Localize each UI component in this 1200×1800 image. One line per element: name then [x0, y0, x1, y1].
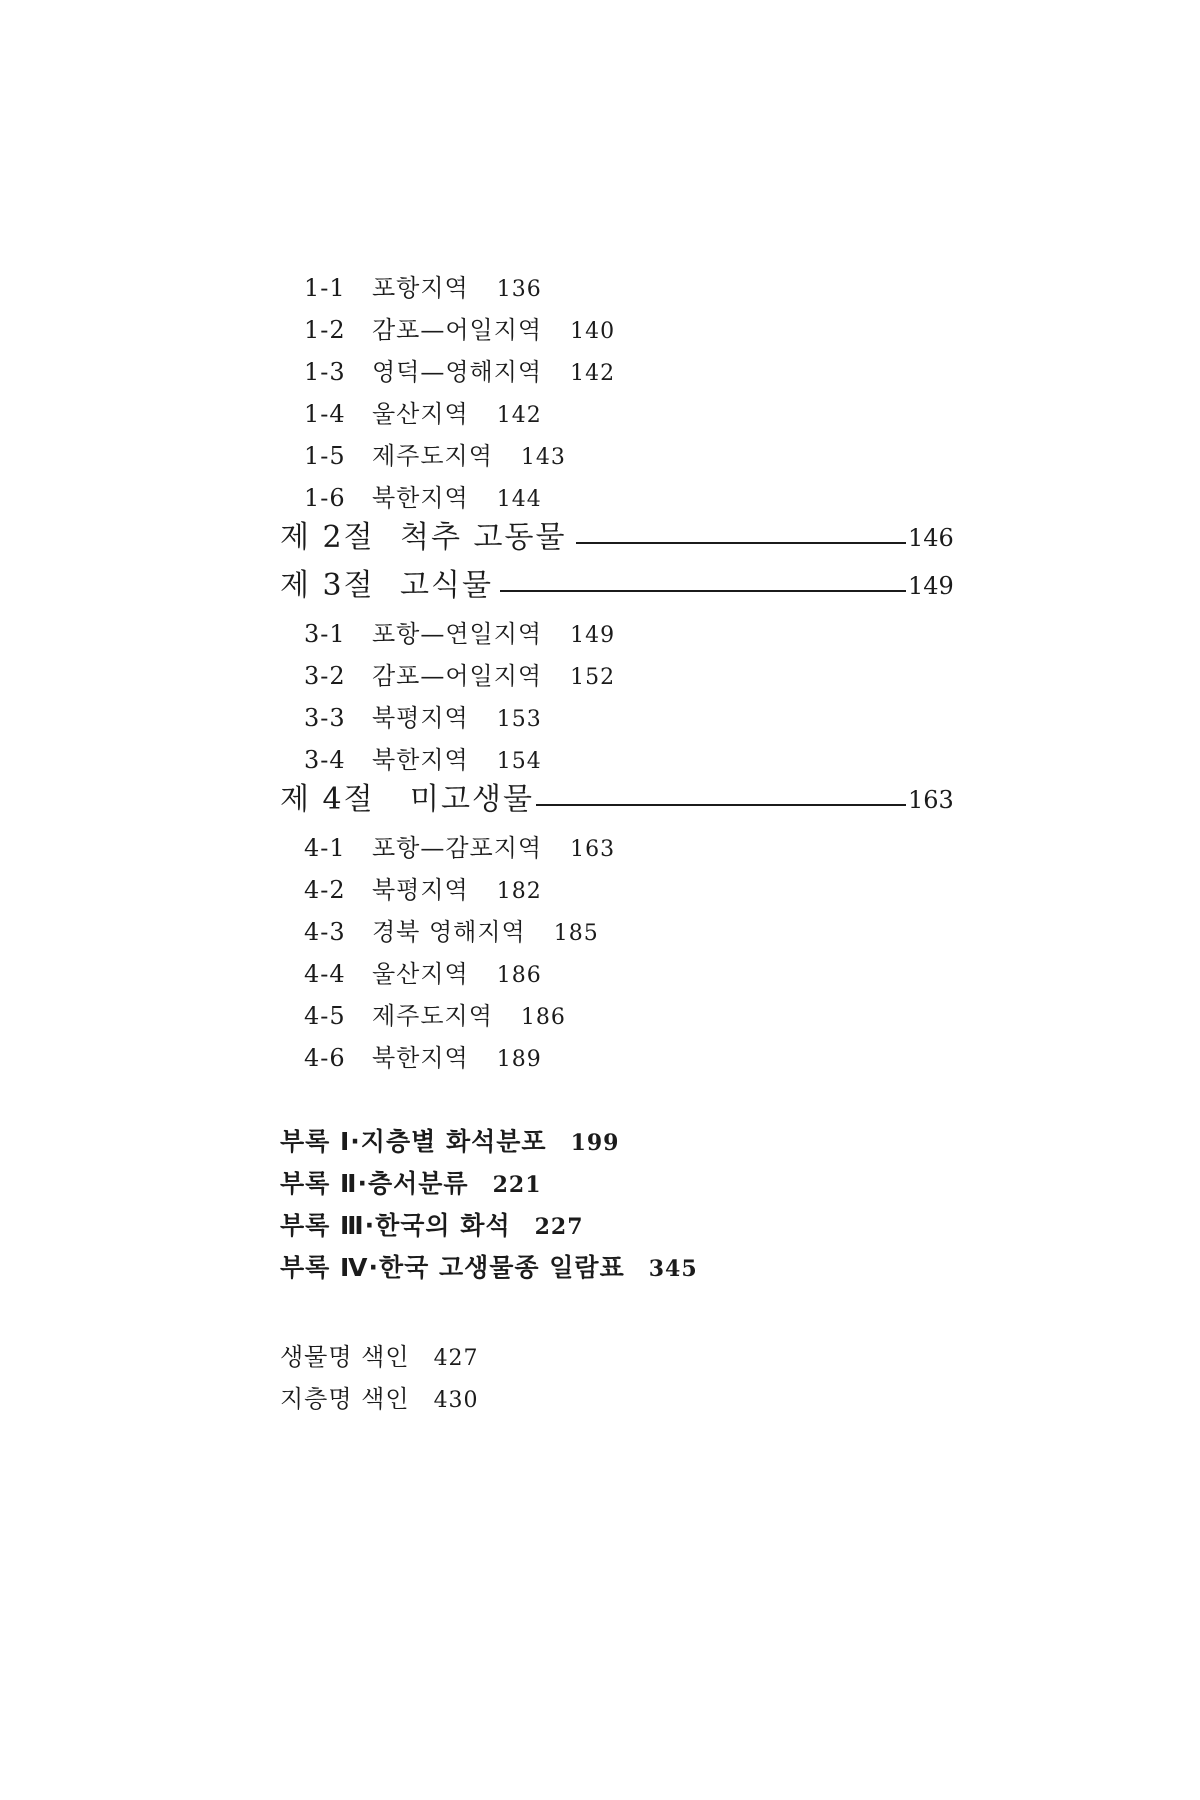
toc-entry [0, 744, 1200, 776]
dot-leader [536, 804, 906, 806]
appendix-page: 221 [492, 1172, 542, 1198]
entry-number: 1-5 [304, 442, 346, 470]
toc-entry [0, 482, 1200, 514]
section-page: 163 [908, 786, 954, 814]
entry-page: 136 [496, 277, 542, 302]
entry-number: 1-3 [304, 358, 346, 386]
section-heading [0, 518, 1200, 558]
entry-number: 3-1 [304, 620, 346, 648]
entry-number: 3-2 [304, 662, 346, 690]
entry-title: 포항—연일지역 149 [372, 620, 616, 648]
appendix-entry [0, 1208, 1200, 1244]
section-page: 149 [908, 572, 954, 600]
section-heading [0, 780, 1200, 820]
entry-page: 142 [570, 361, 616, 386]
section-label: 제 3절 [280, 568, 375, 603]
entry-number: 3-3 [304, 704, 346, 732]
entry-page: 182 [496, 879, 542, 904]
index-text: 지층명 색인 430 [280, 1385, 479, 1413]
toc-entry [0, 356, 1200, 388]
entry-page: 154 [496, 749, 542, 774]
toc-entry [0, 314, 1200, 346]
entry-page: 163 [570, 837, 616, 862]
entry-title: 감포—어일지역 140 [372, 316, 616, 344]
entry-title: 북한지역 154 [372, 746, 542, 774]
entry-title: 감포—어일지역 152 [372, 662, 616, 690]
entry-page: 144 [496, 487, 542, 512]
entry-page: 143 [520, 445, 566, 470]
toc-entry [0, 874, 1200, 906]
entry-title: 포항지역 136 [372, 274, 542, 302]
section-heading [0, 566, 1200, 606]
entry-number: 1-1 [304, 274, 346, 302]
index-page: 427 [433, 1346, 479, 1371]
section-title: 미고생물 [410, 782, 534, 817]
appendix-text: 부록 Ⅱ·층서분류 221 [280, 1169, 542, 1198]
appendix-entry [0, 1250, 1200, 1286]
entry-title: 제주도지역 143 [372, 442, 566, 470]
entry-number: 3-4 [304, 746, 346, 774]
entry-title: 북평지역 182 [372, 876, 542, 904]
entry-title: 울산지역 186 [372, 960, 542, 988]
toc-entry [0, 440, 1200, 472]
appendix-page: 345 [648, 1256, 698, 1282]
toc-entry [0, 958, 1200, 990]
entry-title: 포항—감포지역 163 [372, 834, 616, 862]
entry-title: 북한지역 144 [372, 484, 542, 512]
entry-page: 186 [496, 963, 542, 988]
appendix-text: 부록 Ⅲ·한국의 화석 227 [280, 1211, 584, 1240]
toc-entry [0, 618, 1200, 650]
entry-number: 4-2 [304, 876, 346, 904]
entry-number: 1-6 [304, 484, 346, 512]
dot-leader [500, 590, 906, 592]
entry-number: 1-4 [304, 400, 346, 428]
entry-title: 북평지역 153 [372, 704, 542, 732]
entry-page: 185 [553, 921, 599, 946]
entry-title: 경북 영해지역 185 [372, 918, 599, 946]
entry-number: 4-3 [304, 918, 346, 946]
appendix-page: 227 [534, 1214, 584, 1240]
toc-entry [0, 398, 1200, 430]
toc-entry [0, 272, 1200, 304]
section-title: 척추 고동물 [400, 520, 567, 555]
toc-entry [0, 1000, 1200, 1032]
toc-entry [0, 702, 1200, 734]
entry-page: 142 [496, 403, 542, 428]
toc-entry [0, 916, 1200, 948]
appendix-entry [0, 1166, 1200, 1202]
index-entry [0, 1340, 1200, 1374]
index-page: 430 [433, 1388, 479, 1413]
index-text: 생물명 색인 427 [280, 1343, 479, 1371]
section-label: 제 2절 [280, 520, 375, 555]
entry-page: 153 [496, 707, 542, 732]
toc-entry [0, 1042, 1200, 1074]
entry-number: 4-5 [304, 1002, 346, 1030]
entry-page: 186 [520, 1005, 566, 1030]
entry-title: 울산지역 142 [372, 400, 542, 428]
appendix-text: 부록 Ⅰ·지층별 화석분포 199 [280, 1127, 620, 1156]
section-label: 제 4절 [280, 782, 375, 817]
index-entry [0, 1382, 1200, 1416]
entry-page: 189 [496, 1047, 542, 1072]
appendix-text: 부록 Ⅳ·한국 고생물종 일람표 345 [280, 1253, 698, 1282]
entry-number: 4-6 [304, 1044, 346, 1072]
toc-entry [0, 832, 1200, 864]
appendix-page: 199 [570, 1130, 620, 1156]
entry-title: 북한지역 189 [372, 1044, 542, 1072]
entry-title: 제주도지역 186 [372, 1002, 566, 1030]
appendix-entry [0, 1124, 1200, 1160]
entry-title: 영덕—영해지역 142 [372, 358, 616, 386]
section-title: 고식물 [400, 568, 493, 603]
entry-number: 1-2 [304, 316, 346, 344]
entry-page: 149 [570, 623, 616, 648]
entry-number: 4-1 [304, 834, 346, 862]
entry-number: 4-4 [304, 960, 346, 988]
entry-page: 140 [570, 319, 616, 344]
toc-entry [0, 660, 1200, 692]
entry-page: 152 [570, 665, 616, 690]
section-page: 146 [908, 524, 954, 552]
dot-leader [576, 542, 906, 544]
